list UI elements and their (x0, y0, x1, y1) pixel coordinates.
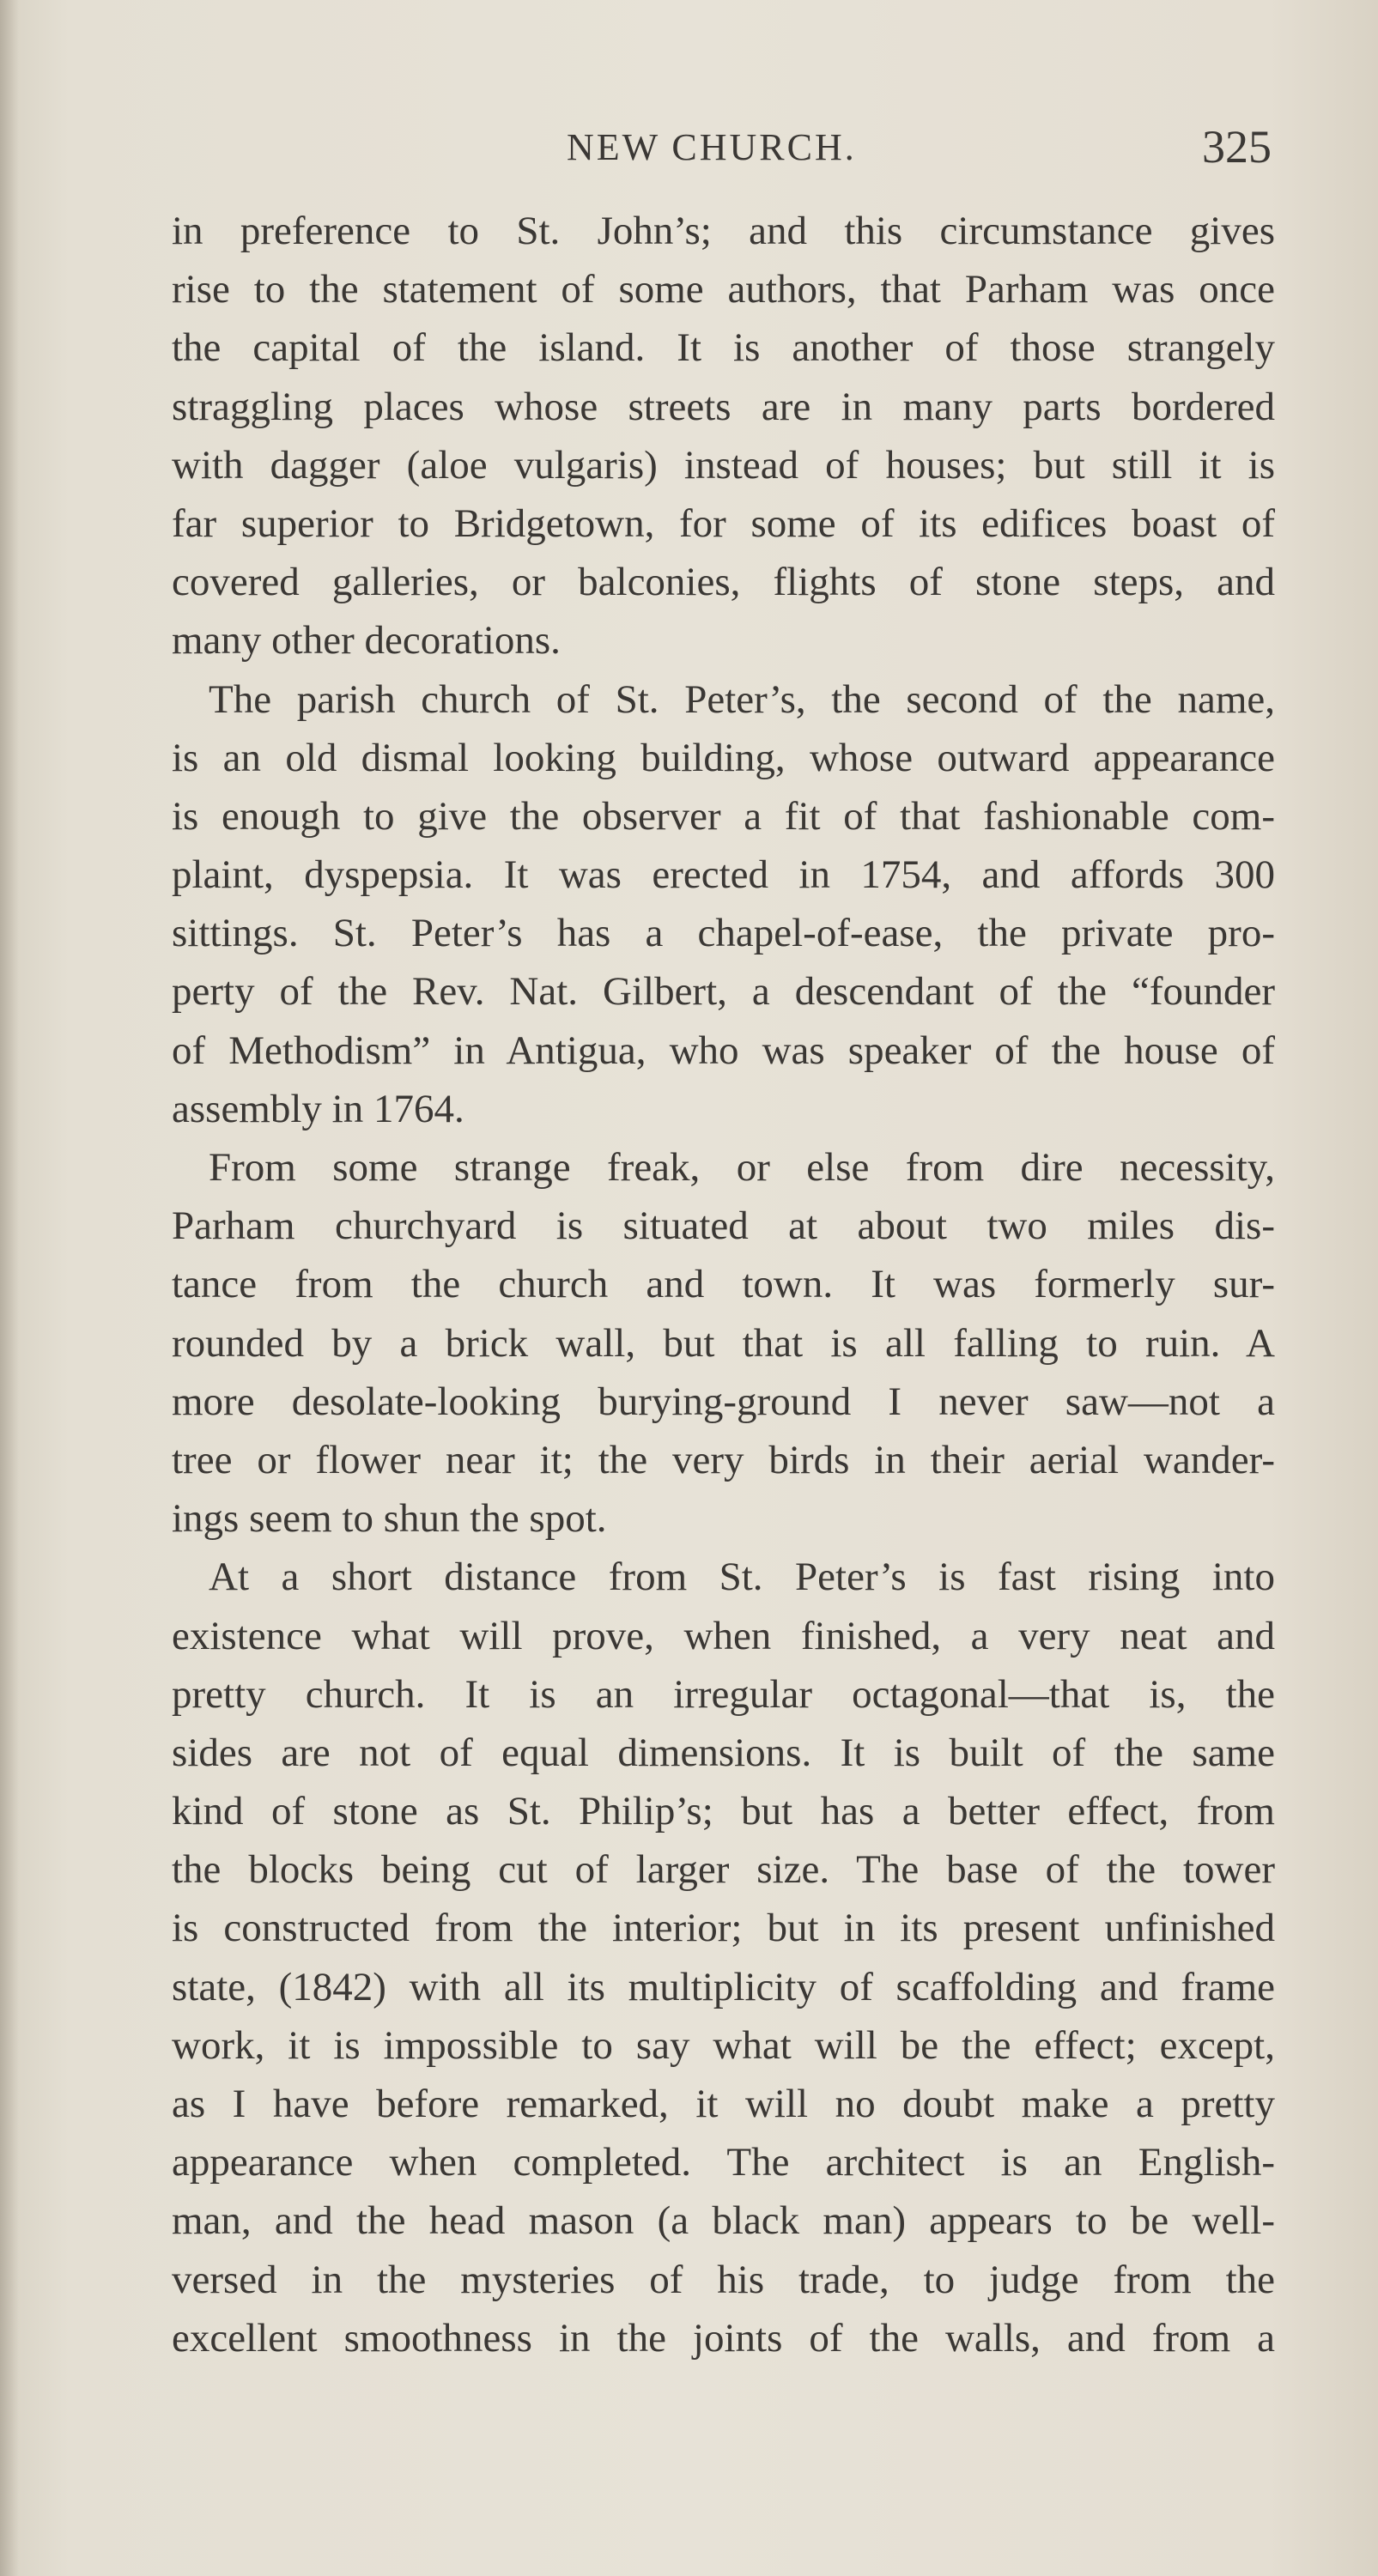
text-line: Parham churchyard is situated at about two miles dis- (172, 1203, 1275, 1249)
text-line: plaint, dyspepsia. It was erected in 1754, and affords 300 (172, 852, 1275, 898)
text-line: excellent smoothness in the joints of the walls, and from a (172, 2315, 1275, 2361)
text-line: perty of the Rev. Nat. Gilbert, a descendant of the “founder (172, 969, 1275, 1015)
text-line: in preference to St. John’s; and this circumstance gives (172, 209, 1275, 253)
paragraph-start-line: The parish church of St. Peter’s, the second of the name, (209, 676, 1275, 722)
text-line: kind of stone as St. Philip’s; but has a better effect, from (172, 1789, 1275, 1834)
text-line: the blocks being cut of larger size. The base of the tower (172, 1847, 1275, 1893)
text-line: rounded by a brick wall, but that is all falling to ruin. A (172, 1320, 1275, 1366)
running-title: NEW CHURCH. (567, 126, 857, 168)
text-line: man, and the head mason (a black man) appears to be well- (172, 2198, 1275, 2244)
paragraph-end-line: many other decorations. (172, 618, 561, 664)
text-line: the capital of the island. It is another of those strangely (172, 325, 1275, 371)
page-number: 325 (1202, 121, 1272, 173)
running-header (0, 121, 1378, 177)
paragraph-start-line: From some strange freak, or else from dire necessity, (209, 1145, 1275, 1190)
text-line: work, it is impossible to say what will be the effect; except, (172, 2022, 1275, 2068)
text-line: rise to the statement of some authors, that Parham was once (172, 267, 1275, 312)
text-line: pretty church. It is an irregular octagonal—that is, the (172, 1671, 1275, 1717)
text-line: tree or flower near it; the very birds in their aerial wander- (172, 1437, 1275, 1482)
text-line: is constructed from the interior; but in its present unfinished (172, 1906, 1275, 1951)
text-line: is an old dismal looking building, whose outward appearance (172, 735, 1275, 780)
text-line: covered galleries, or balconies, flights of stone steps, and (172, 560, 1275, 605)
text-line: is enough to give the observer a fit of that fashionable com- (172, 793, 1275, 839)
paragraph-start-line: At a short distance from St. Peter’s is fast rising into (209, 1555, 1275, 1600)
text-line: sides are not of equal dimensions. It is built of the same (172, 1730, 1275, 1775)
text-line: straggling places whose streets are in many parts bordered (172, 384, 1275, 429)
text-line: as I have before remarked, it will no doubt make a pretty (172, 2082, 1275, 2126)
text-line: sittings. St. Peter’s has a chapel-of-ease, the private pro- (172, 911, 1275, 956)
text-line: appearance when completed. The architect is an English- (172, 2140, 1275, 2185)
paragraph-end-line: assembly in 1764. (172, 1086, 464, 1131)
text-line: of Methodism” in Antigua, who was speaker of the house of (172, 1027, 1275, 1073)
text-line: versed in the mysteries of his trade, to judge from the (172, 2257, 1275, 2302)
text-line: with dagger (aloe vulgaris) instead of houses; but still it is (172, 442, 1275, 488)
text-line: existence what will prove, when finished, a very neat and (172, 1613, 1275, 1658)
text-line: state, (1842) with all its multiplicity of scaffolding and frame (172, 1964, 1275, 2009)
text-line: far superior to Bridgetown, for some of its edifices boast of (172, 500, 1275, 546)
text-line: more desolate-looking burying-ground I never saw—not a (172, 1379, 1275, 1424)
body-text (172, 202, 1275, 2367)
paragraph-end-line: ings seem to shun the spot. (172, 1496, 607, 1542)
text-line: tance from the church and town. It was formerly sur- (172, 1262, 1275, 1307)
